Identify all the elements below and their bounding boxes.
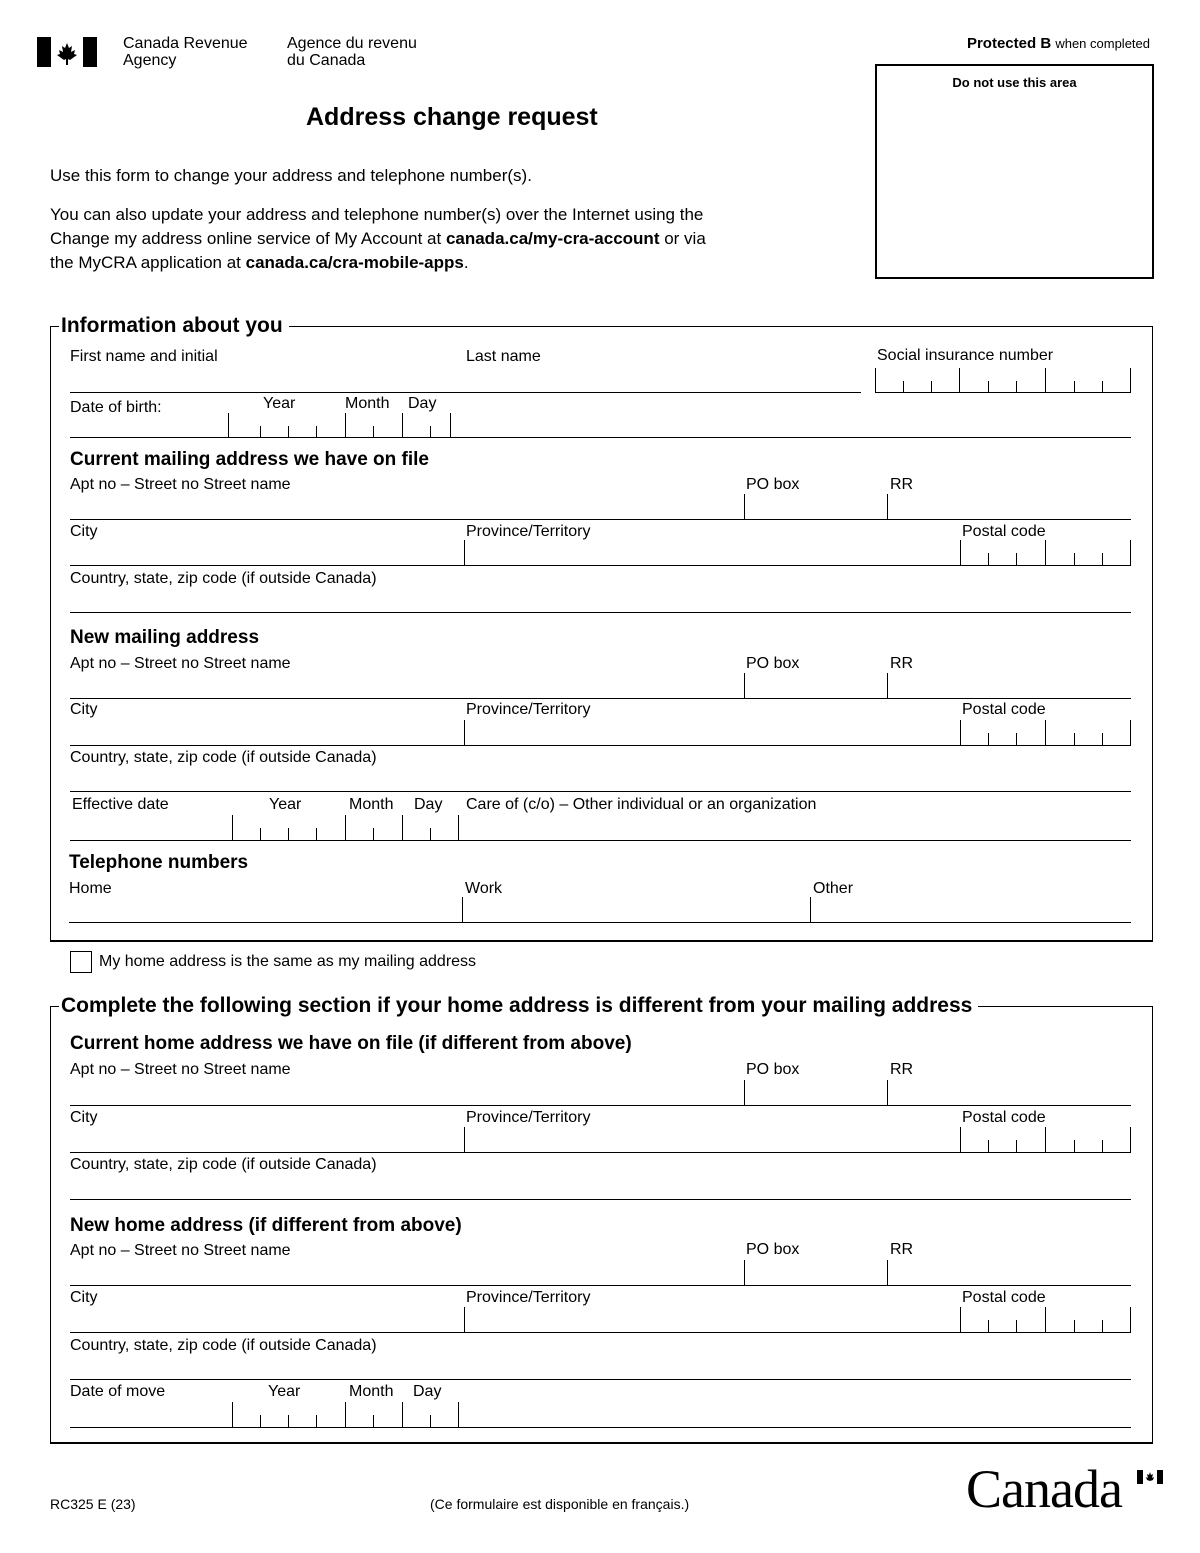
- current-mailing-city-label: City: [70, 523, 98, 540]
- postal-divider: [1045, 1307, 1046, 1332]
- field-divider: [744, 1080, 745, 1105]
- new-mailing-pobox-label: PO box: [746, 655, 800, 672]
- new-home-rr-label: RR: [890, 1241, 914, 1258]
- new-mailing-country-field[interactable]: [70, 768, 1130, 791]
- new-home-country-field[interactable]: [70, 1356, 1130, 1379]
- country-underline: [70, 1199, 1131, 1200]
- intro-paragraph-1: Use this form to change your address and telephone number(s).: [50, 166, 532, 185]
- country-underline: [70, 612, 1131, 613]
- postal-border: [960, 1307, 961, 1332]
- first-name-label: First name and initial: [70, 348, 218, 365]
- new-mailing-postal-label: Postal code: [962, 701, 1046, 718]
- city-underline: [70, 1332, 1131, 1333]
- new-mailing-city-field[interactable]: [70, 722, 462, 745]
- care-of-field[interactable]: [460, 816, 1130, 840]
- postal-digit-tick: [988, 1140, 989, 1152]
- current-mailing-country-field[interactable]: [70, 589, 1130, 612]
- current-home-province-label: Province/Territory: [466, 1109, 591, 1126]
- field-divider: [887, 1260, 888, 1285]
- current-home-country-label: Country, state, zip code (if outside Canada): [70, 1156, 377, 1173]
- date-divider: [345, 815, 346, 840]
- current-mailing-street-label: Apt no – Street no Street name: [70, 476, 291, 493]
- postal-border: [960, 540, 961, 565]
- move-year-label: Year: [268, 1383, 301, 1400]
- country-underline: [70, 1379, 1131, 1380]
- field-divider: [744, 1260, 745, 1285]
- work-phone-label: Work: [465, 880, 503, 897]
- new-home-city-field[interactable]: [70, 1309, 462, 1332]
- date-divider: [450, 413, 451, 438]
- street-underline: [70, 1105, 1131, 1106]
- intro-paragraph-2-line2: Change my address online service of My Account at canada.ca/my-cra-account or via: [50, 229, 706, 248]
- last-name-label: Last name: [466, 348, 541, 365]
- current-mailing-pobox-label: PO box: [746, 476, 800, 493]
- dob-day-label: Day: [408, 395, 437, 412]
- street-underline: [70, 519, 1131, 520]
- other-phone-label: Other: [813, 880, 854, 897]
- section-2-title: Complete the following section if your home address is different from your mailing address: [59, 995, 978, 1016]
- current-mailing-city-field[interactable]: [70, 542, 462, 565]
- agency-fr-line1: Agence du revenu: [287, 35, 417, 52]
- current-home-city-field[interactable]: [70, 1129, 462, 1152]
- date-divider: [458, 815, 459, 840]
- telephone-title: Telephone numbers: [69, 852, 249, 873]
- postal-digit-tick: [1102, 1140, 1103, 1152]
- current-home-pobox-label: PO box: [746, 1061, 800, 1078]
- date-digit-tick: [316, 828, 317, 840]
- current-home-city-label: City: [70, 1109, 98, 1126]
- field-divider: [744, 494, 745, 519]
- date-digit-tick: [288, 1415, 289, 1427]
- current-mailing-rr-label: RR: [890, 476, 914, 493]
- postal-digit-tick: [1074, 553, 1075, 565]
- current-mailing-province-label: Province/Territory: [466, 523, 591, 540]
- current-home-postal-label: Postal code: [962, 1109, 1046, 1126]
- date-digit-tick: [430, 828, 431, 840]
- new-mailing-pobox-field[interactable]: [746, 675, 884, 698]
- agency-en-line1: Canada Revenue: [123, 35, 248, 52]
- postal-digit-tick: [1102, 733, 1103, 745]
- move-month-label: Month: [349, 1383, 394, 1400]
- postal-digit-tick: [1074, 1140, 1075, 1152]
- sin-group-divider: [959, 368, 960, 393]
- postal-digit-tick: [1074, 1320, 1075, 1332]
- intro-paragraph-2-line3: the MyCRA application at canada.ca/cra-mobile-apps.: [50, 253, 469, 272]
- new-mailing-rr-label: RR: [890, 655, 914, 672]
- office-use-box: [875, 64, 1154, 279]
- new-home-title: New home address (if different from above): [70, 1215, 462, 1236]
- current-mailing-postal-label: Postal code: [962, 523, 1046, 540]
- new-mailing-street-label: Apt no – Street no Street name: [70, 655, 291, 672]
- current-mailing-country-label: Country, state, zip code (if outside Canada): [70, 570, 377, 587]
- form-code: RC325 E (23): [50, 1496, 136, 1512]
- current-home-country-field[interactable]: [70, 1176, 1130, 1199]
- sin-digit-tick: [1102, 381, 1103, 393]
- city-underline: [70, 745, 1131, 746]
- field-divider: [887, 1080, 888, 1105]
- field-divider: [464, 540, 465, 565]
- sin-field[interactable]: [875, 368, 1130, 392]
- field-divider: [464, 1307, 465, 1332]
- french-availability-note: (Ce formulaire est disponible en français.): [430, 1496, 690, 1512]
- street-underline: [70, 1285, 1131, 1286]
- sin-digit-tick: [1016, 381, 1017, 393]
- current-home-rr-field[interactable]: [889, 1082, 1130, 1105]
- work-phone-field[interactable]: [464, 899, 807, 922]
- current-home-title: Current home address we have on file (if different from above): [70, 1033, 632, 1054]
- postal-digit-tick: [988, 553, 989, 565]
- date-digit-tick: [260, 1415, 261, 1427]
- name-underline: [70, 392, 861, 393]
- postal-border: [1130, 1307, 1131, 1332]
- home-phone-label: Home: [69, 880, 112, 897]
- same-address-checkbox[interactable]: [70, 951, 92, 973]
- dob-underline: [70, 437, 1131, 438]
- mobile-apps-link[interactable]: canada.ca/cra-mobile-apps: [245, 253, 464, 272]
- date-digit-tick: [430, 1415, 431, 1427]
- date-divider: [345, 1402, 346, 1427]
- date-divider: [345, 413, 346, 438]
- city-underline: [70, 1152, 1131, 1153]
- effective-day-label: Day: [414, 796, 443, 813]
- field-divider: [887, 494, 888, 519]
- sin-digit-tick: [931, 381, 932, 393]
- date-digit-tick: [288, 828, 289, 840]
- sin-underline: [875, 392, 1130, 393]
- current-mailing-rr-field[interactable]: [889, 496, 1130, 519]
- field-divider: [464, 720, 465, 745]
- postal-border: [960, 720, 961, 745]
- sin-right-border: [1130, 368, 1131, 393]
- new-home-province-label: Province/Territory: [466, 1289, 591, 1306]
- sin-digit-tick: [988, 381, 989, 393]
- canada-wordmark: Canada: [966, 1459, 1122, 1519]
- new-home-pobox-field[interactable]: [746, 1262, 884, 1285]
- sin-label: Social insurance number: [877, 347, 1054, 364]
- new-home-pobox-label: PO box: [746, 1241, 800, 1258]
- dob-label: Date of birth:: [70, 399, 162, 416]
- effective-date-underline: [70, 840, 1131, 841]
- new-home-postal-label: Postal code: [962, 1289, 1046, 1306]
- telephone-underline: [69, 922, 1131, 923]
- current-home-pobox-field[interactable]: [746, 1082, 884, 1105]
- same-address-label: My home address is the same as my mailing address: [99, 953, 477, 970]
- protected-b-notice: [967, 36, 1150, 51]
- new-home-city-label: City: [70, 1289, 98, 1306]
- date-digit-tick: [260, 828, 261, 840]
- move-day-label: Day: [413, 1383, 442, 1400]
- current-mailing-province-field[interactable]: [466, 542, 958, 565]
- new-mailing-country-label: Country, state, zip code (if outside Canada): [70, 749, 377, 766]
- current-mailing-pobox-field[interactable]: [746, 496, 884, 519]
- postal-border: [1130, 720, 1131, 745]
- current-mailing-title: Current mailing address we have on file: [70, 449, 429, 470]
- new-mailing-rr-field[interactable]: [889, 675, 1130, 698]
- postal-digit-tick: [1102, 1320, 1103, 1332]
- new-home-country-label: Country, state, zip code (if outside Canada): [70, 1337, 377, 1354]
- postal-digit-tick: [988, 1320, 989, 1332]
- postal-border: [1130, 540, 1131, 565]
- postal-divider: [1045, 1127, 1046, 1152]
- current-home-street-label: Apt no – Street no Street name: [70, 1061, 291, 1078]
- date-divider: [232, 815, 233, 840]
- postal-divider: [1045, 720, 1046, 745]
- city-underline: [70, 565, 1131, 566]
- first-name-field[interactable]: [70, 368, 460, 392]
- sin-group-divider: [1045, 368, 1046, 393]
- new-home-province-field[interactable]: [466, 1309, 958, 1332]
- effective-year-label: Year: [269, 796, 302, 813]
- intro-paragraph-2-line1: You can also update your address and telephone number(s) over the Internet using the: [50, 205, 704, 224]
- sin-digit-tick: [903, 381, 904, 393]
- date-divider: [402, 815, 403, 840]
- sin-left-border: [875, 368, 876, 393]
- field-divider: [810, 897, 811, 922]
- date-digit-tick: [373, 828, 374, 840]
- field-divider: [744, 673, 745, 698]
- date-divider: [228, 413, 229, 438]
- date-digit-tick: [373, 1415, 374, 1427]
- care-of-label: Care of (c/o) – Other individual or an organization: [466, 796, 817, 813]
- postal-digit-tick: [1102, 553, 1103, 565]
- new-mailing-city-label: City: [70, 701, 98, 718]
- postal-border: [960, 1127, 961, 1152]
- date-of-birth-field[interactable]: [228, 414, 450, 438]
- dob-month-label: Month: [345, 395, 390, 412]
- date-divider: [402, 1402, 403, 1427]
- canada-flag-icon: [37, 37, 97, 67]
- effective-month-label: Month: [349, 796, 394, 813]
- agency-fr-line2: du Canada: [287, 52, 366, 69]
- date-divider: [458, 1402, 459, 1427]
- home-phone-field[interactable]: [69, 899, 459, 922]
- postal-digit-tick: [1016, 1140, 1017, 1152]
- date-divider: [232, 1402, 233, 1427]
- protected-b-label: Protected B: [966, 35, 1052, 52]
- other-phone-field[interactable]: [812, 899, 1130, 922]
- effective-date-label: Effective date: [72, 796, 169, 813]
- street-underline: [70, 698, 1131, 699]
- page-title: Address change request: [306, 103, 598, 131]
- my-account-link[interactable]: canada.ca/my-cra-account: [445, 229, 660, 248]
- sin-digit-tick: [1074, 381, 1075, 393]
- field-divider: [462, 897, 463, 922]
- field-divider: [464, 1127, 465, 1152]
- current-home-street-field[interactable]: [70, 1082, 742, 1105]
- date-of-move-label: Date of move: [70, 1383, 166, 1400]
- postal-digit-tick: [1016, 553, 1017, 565]
- postal-digit-tick: [1074, 733, 1075, 745]
- current-mailing-street-field[interactable]: [70, 496, 742, 519]
- date-of-move-underline: [70, 1427, 1131, 1428]
- date-divider: [402, 413, 403, 438]
- postal-digit-tick: [988, 733, 989, 745]
- postal-divider: [1045, 540, 1046, 565]
- postal-digit-tick: [1016, 1320, 1017, 1332]
- office-use-label: Do not use this area: [952, 75, 1077, 90]
- agency-en-line2: Agency: [123, 52, 177, 69]
- postal-digit-tick: [1016, 733, 1017, 745]
- new-home-street-label: Apt no – Street no Street name: [70, 1242, 291, 1259]
- last-name-field[interactable]: [466, 368, 856, 392]
- section-1-title: Information about you: [59, 315, 289, 336]
- wordmark-flag-icon: [1137, 1470, 1163, 1484]
- new-home-street-field[interactable]: [70, 1262, 742, 1285]
- protected-b-suffix: when completed: [1055, 36, 1150, 51]
- current-home-province-field[interactable]: [466, 1129, 958, 1152]
- date-digit-tick: [316, 1415, 317, 1427]
- new-mailing-province-label: Province/Territory: [466, 701, 591, 718]
- current-home-rr-label: RR: [890, 1061, 914, 1078]
- new-mailing-title: New mailing address: [70, 627, 260, 648]
- country-underline: [70, 791, 1131, 792]
- dob-year-label: Year: [263, 395, 296, 412]
- new-mailing-street-field[interactable]: [70, 675, 742, 698]
- new-home-rr-field[interactable]: [889, 1262, 1130, 1285]
- field-divider: [887, 673, 888, 698]
- new-mailing-province-field[interactable]: [466, 722, 958, 745]
- postal-border: [1130, 1127, 1131, 1152]
